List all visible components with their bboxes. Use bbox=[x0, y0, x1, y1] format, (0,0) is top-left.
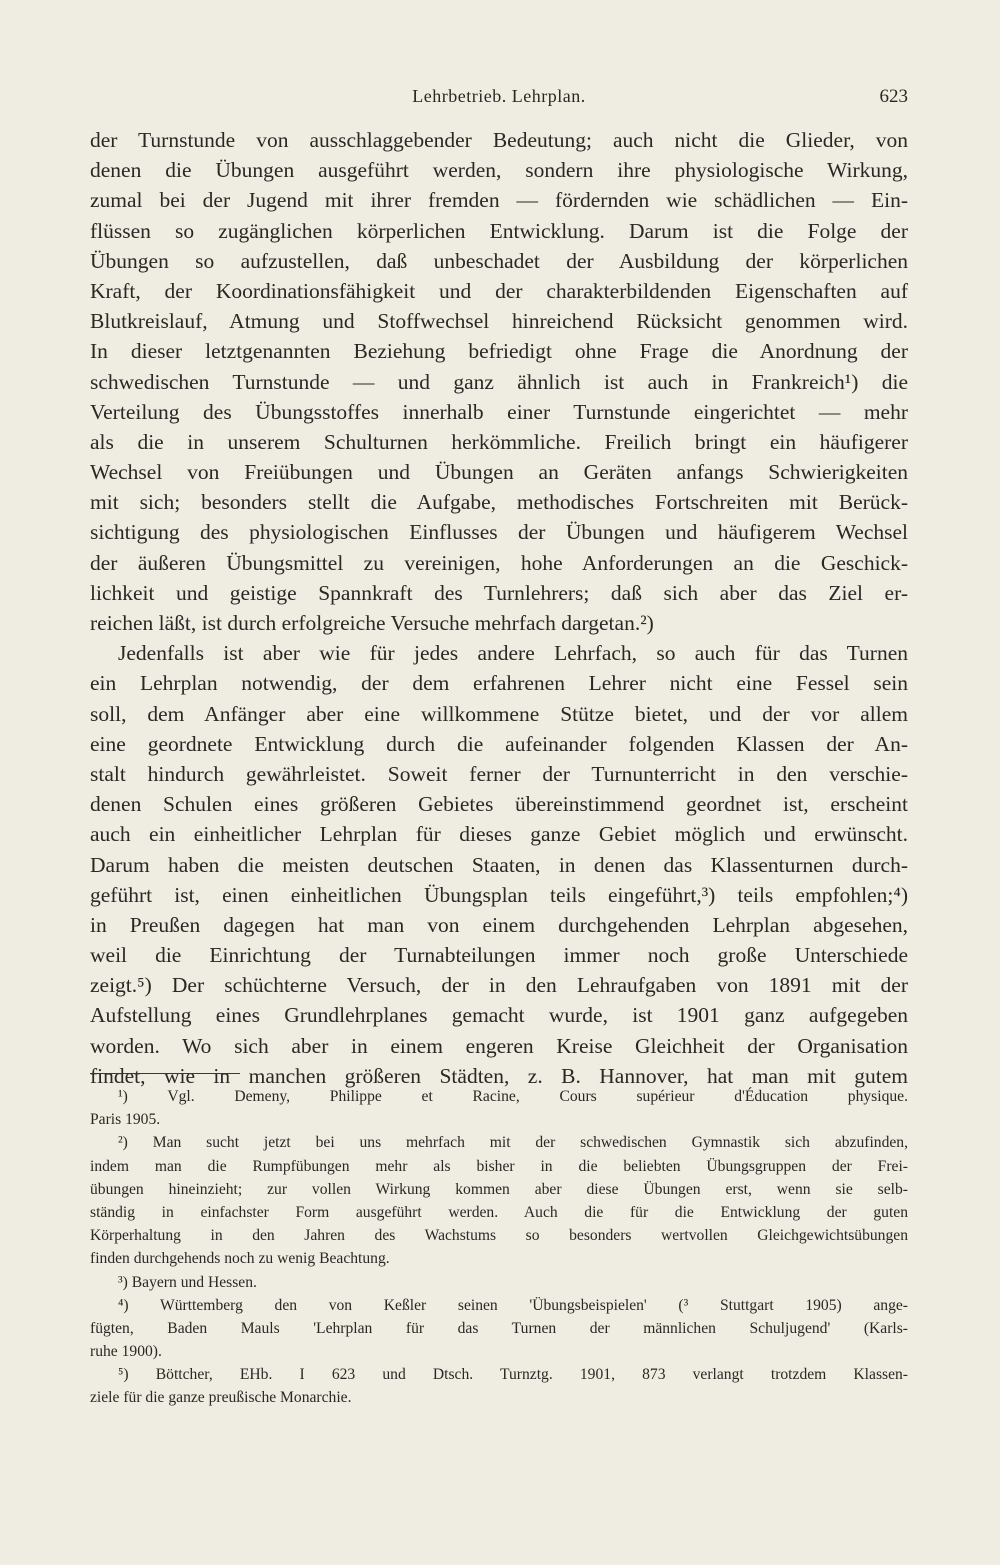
text-line: zeigt.⁵) Der schüchterne Versuch, der in den Lehraufgaben von 1891 mit der bbox=[90, 973, 908, 998]
text-line: denen Schulen eines größeren Gebietes übereinstimmend geordnet ist, erscheint bbox=[90, 792, 908, 817]
footnote-line: übungen hineinzieht; zur vollen Wirkung kommen aber diese Übungen erst, wenn sie selb- bbox=[90, 1180, 908, 1198]
text-line: Verteilung des Übungsstoffes innerhalb einer Turnstunde eingerichtet — mehr bbox=[90, 399, 908, 424]
text-line: In dieser letztgenannten Beziehung befriedigt ohne Frage die Anordnung der bbox=[90, 339, 908, 364]
text-line: in Preußen dagegen hat man von einem durchgehenden Lehrplan abgesehen, bbox=[90, 912, 908, 937]
text-line: soll, dem Anfänger aber eine willkommene Stütze bietet, und der vor allem bbox=[90, 701, 908, 726]
footnote-divider bbox=[90, 1073, 240, 1074]
footnote-line: ¹) Vgl. Demeny, Philippe et Racine, Cours supérieur d'Éducation physique. bbox=[118, 1088, 908, 1105]
text-line: als die in unserem Schulturnen herkömmliche. Freilich bringt ein häufigerer bbox=[90, 429, 908, 454]
running-title: Lehrbetrieb. Lehrplan. bbox=[412, 86, 586, 106]
footnote-line: indem man die Rumpfübungen mehr als bisher in die beliebten Übungsgruppen der Frei- bbox=[90, 1157, 908, 1175]
text-line: reichen läßt, ist durch erfolgreiche Versuche mehrfach dargetan.²) bbox=[90, 611, 654, 635]
text-line: Wechsel von Freiübungen und Übungen an Geräten anfangs Schwierigkeiten bbox=[90, 460, 908, 485]
running-head bbox=[90, 86, 908, 112]
footnote-line: Paris 1905. bbox=[90, 1111, 161, 1129]
text-line: mit sich; besonders stellt die Aufgabe, methodisches Fortschreiten mit Berück- bbox=[90, 490, 908, 515]
text-line: der Turnstunde von ausschlaggebender Bedeutung; auch nicht die Glieder, von bbox=[90, 128, 908, 152]
page-number: 623 bbox=[879, 86, 908, 107]
text-line: worden. Wo sich aber in einem engeren Kreise Gleichheit der Organisation bbox=[90, 1033, 908, 1058]
text-line: denen die Übungen ausgeführt werden, sondern ihre physiologische Wirkung, bbox=[90, 158, 908, 183]
text-line: eine geordnete Entwicklung durch die aufeinander folgenden Klassen der An- bbox=[90, 731, 908, 756]
text-line: findet, wie in manchen größeren Städten, z. B. Hannover, hat man mit gutem bbox=[90, 1063, 908, 1088]
text-line: lichkeit und geistige Spannkraft des Turnlehrers; daß sich aber das Ziel er- bbox=[90, 580, 908, 605]
footnote-line: ⁵) Böttcher, EHb. I 623 und Dtsch. Turnztg. 1901, 873 verlangt trotzdem Klassen- bbox=[118, 1366, 908, 1384]
text-line: geführt ist, einen einheitlichen Übungsplan teils eingeführt,³) teils empfohlen;⁴) bbox=[90, 882, 908, 907]
text-line: zumal bei der Jugend mit ihrer fremden — fördernden wie schädlichen — Ein- bbox=[90, 188, 908, 213]
text-line: schwedischen Turnstunde — und ganz ähnlich ist auch in Frankreich¹) die bbox=[90, 369, 908, 394]
text-line: Kraft, der Koordinationsfähigkeit und der charakterbildenden Eigenschaften auf bbox=[90, 278, 908, 303]
text-line: flüssen so zugänglichen körperlichen Entwicklung. Darum ist die Folge der bbox=[90, 218, 908, 243]
footnote-line: ruhe 1900). bbox=[90, 1343, 162, 1361]
footnote-line: ziele für die ganze preußische Monarchie. bbox=[90, 1389, 352, 1407]
footnote-line: finden durchgehends noch zu wenig Beachtung. bbox=[90, 1250, 390, 1268]
text-line: auch ein einheitlicher Lehrplan für dieses ganze Gebiet möglich und erwünscht. bbox=[90, 822, 908, 847]
text-line: Blutkreislauf, Atmung und Stoffwechsel hinreichend Rücksicht genommen wird. bbox=[90, 309, 908, 334]
text-line: Jedenfalls ist aber wie für jedes andere Lehrfach, so auch für das Turnen bbox=[118, 641, 908, 666]
text-line: stalt hindurch gewährleistet. Soweit ferner der Turnunterricht in den verschie- bbox=[90, 761, 908, 786]
text-line: ein Lehrplan notwendig, der dem erfahrenen Lehrer nicht eine Fessel sein bbox=[90, 671, 908, 696]
main-text bbox=[90, 125, 908, 1091]
text-line: Aufstellung eines Grundlehrplanes gemacht wurde, ist 1901 ganz aufgegeben bbox=[90, 1003, 908, 1028]
text-line: sichtigung des physiologischen Einflusses der Übungen und häufigerem Wechsel bbox=[90, 520, 908, 545]
footnote-line: fügten, Baden Mauls 'Lehrplan für das Turnen der männlichen Schuljugend' (Karls- bbox=[90, 1319, 908, 1337]
footnote-line: Körperhaltung in den Jahren des Wachstums so besonders wertvollen Gleichgewichtsübungen bbox=[90, 1227, 908, 1245]
footnotes bbox=[90, 1085, 908, 1410]
text-line: Übungen so aufzustellen, daß unbeschadet der Ausbildung der körperlichen bbox=[90, 248, 908, 273]
footnote-line: ständig in einfachster Form ausgeführt werden. Auch die für die Entwicklung der guten bbox=[90, 1203, 908, 1221]
text-line: weil die Einrichtung der Turnabteilungen immer noch große Unterschiede bbox=[90, 943, 908, 968]
text-line: Darum haben die meisten deutschen Staaten, in denen das Klassenturnen durch- bbox=[90, 852, 908, 877]
footnote-line: ³) Bayern und Hessen. bbox=[118, 1273, 257, 1291]
footnote-line: ⁴) Württemberg den von Keßler seinen 'Übungsbeispielen' (³ Stuttgart 1905) ange- bbox=[118, 1296, 908, 1314]
footnote-line: ²) Man sucht jetzt bei uns mehrfach mit der schwedischen Gymnastik sich abzufinden, bbox=[118, 1134, 908, 1152]
text-line: der äußeren Übungsmittel zu vereinigen, hohe Anforderungen an die Geschick- bbox=[90, 550, 908, 575]
